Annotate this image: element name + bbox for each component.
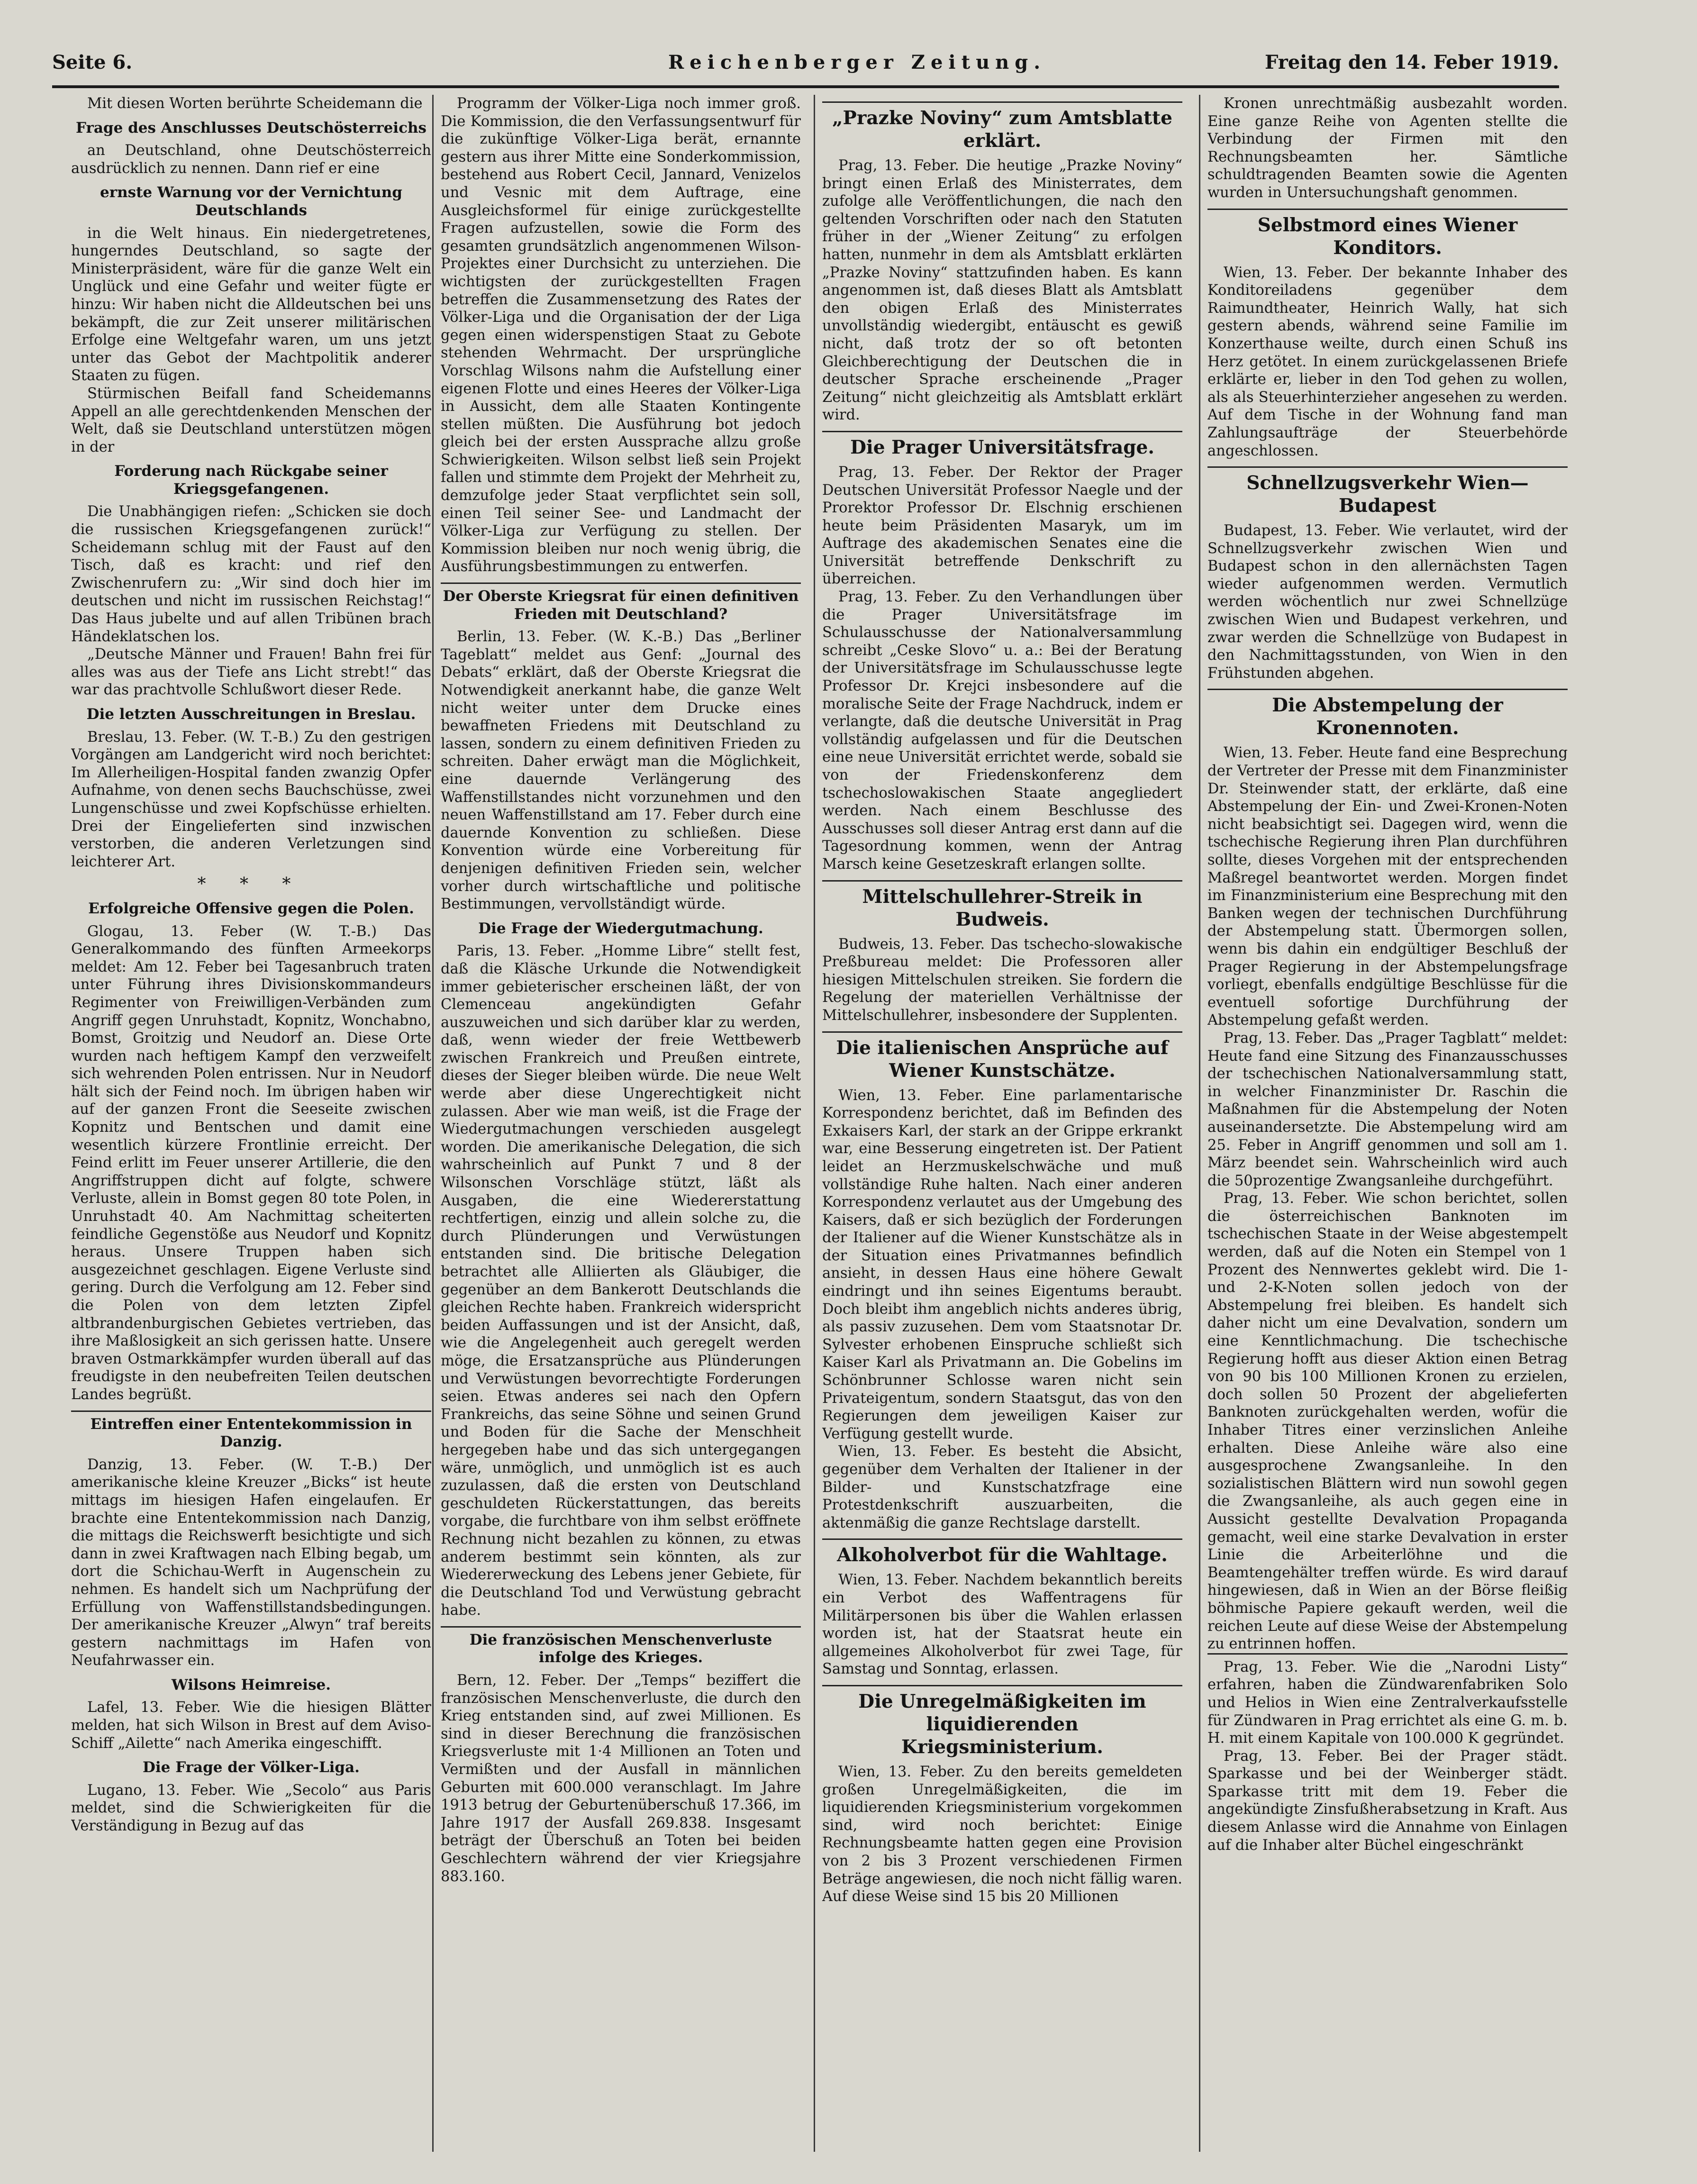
paragraph: Wien, 13. Feber. Eine parlamentarische Korrespondenz berichtet, daß im Befinden des Exkaisers Karl, der stark an der Grippe erkrankt war, eine Besserung eingetreten ist. Der Patient leidet an Herzmuskelschwäche und muß vollständige Ruhe halten. Nach einer anderen Korrespondenz verlautet aus der Umgebung des Kaisers, daß er sich bezüglich der Forderungen der Italiener auf die Wiener Kunstschätze als in der Situation eines Privatmannes befindlich ansieht, in dessen Haus eine höhere Gewalt eindringt und ihn seines Eigentums beraubt. Doch bleibt ihm angeblich nichts anderes übrig, als passiv zuzusehen. Dem vom Staatsnotar Dr. Sylvester erhobenen Einspruche schließt sich Kaiser Karl als Privatmann an. Die Gobelins im Schönbrunner Schlosse waren nicht sein Privateigentum, sondern Staatsgut, das von den Regierungen dem jeweiligen Kaiser zur Verfügung gestellt wurde. [822, 1087, 1182, 1442]
paragraph: Berlin, 13. Feber. (W. K.-B.) Das „Berliner Tageblatt“ meldet aus Genf: „Journal des Debats“ erklärt, daß der Oberste Kriegsrat die Notwendigkeit anerkannt habe, die ganze Welt nicht weiter unter dem Drucke eines bewaffneten Friedens mit Deutschland zu lassen, sondern zu einem definitiven Frieden zu schreiten. Daher erwägt man die Möglichkeit, eine dauernde Verlängerung des Waffenstillstandes nicht vorzunehmen und den neuen Waffenstillstand am 17. Feber durch eine dauernde Konvention zu schließen. Diese Konvention würde eine Vorbereitung für denjenigen definitiven Frieden sein, welcher vorher durch wirtschaftliche und politische Bestimmungen, vervollständigt würde. [441, 628, 801, 913]
paragraph: Budweis, 13. Feber. Das tschecho-slowakische Preßbureau meldet: Die Professoren aller hiesigen Mittelschulen streiken. Sie fordern die Regelung der materiellen Verhältnisse der Mittelschullehrer, insbesondere der Supplenten. [822, 936, 1182, 1024]
article-heading: Die Frage der Wiedergutmachung. [478, 919, 763, 937]
paragraph: Kronen unrechtmäßig ausbezahlt worden. Eine ganze Reihe von Agenten stellte die Verbindung der Firmen mit den Rechnungsbeamten her. Sämtliche schuldtragenden Beamten sowie die Agenten wurden in Untersuchungshaft genommen. [1207, 95, 1568, 201]
paragraph: Prag, 13. Feber. Bei der Prager städt. Sparkasse und bei der Weinberger städt. Sparkasse tritt mit dem 19. Feber die angekündigte Zinsfußherabsetzung in Kraft. Aus diesem Anlasse wird die Annahme von Einlagen auf die Inhaber alter Büchel eingeschränkt [1207, 1747, 1568, 1854]
column-divider [1199, 95, 1200, 2152]
article-heading: Die französischen Menschenverluste infolge des Krieges. [441, 1626, 801, 1667]
paragraph: Die Unabhängigen riefen: „Schicken sie doch die russischen Kriegsgefangenen zurück!“ Scheidemann schlug mit der Faust auf den Tisch, daß es kracht: und rief den Zwischenrufern zu: „Wir sind doch hier im deutschen und nicht im russischen Reichstag!“ Das Haus jubelte und auf allen Tribünen brach Händeklatschen los. [71, 503, 431, 645]
inline-heading: ernste Warnung vor der Vernichtung Deutschlands [100, 184, 402, 219]
article-heading: Wilsons Heimreise. [171, 1676, 331, 1693]
article-heading: „Prazke Noviny“ zum Amtsblatte erklärt. [822, 101, 1182, 152]
issue-date: Freitag den 14. Feber 1919. [1265, 51, 1559, 73]
paragraph: Wien, 13. Feber. Heute fand eine Besprechung der Vertreter der Presse mit dem Finanzminister Dr. Steinwender statt, der erklärte, daß eine Abstempelung der Ein- und Zwei-Kronen-Noten nicht beabsichtigt sei. Dagegen wird, wenn die tschechische Regierung ihren Plan durchführen sollte, dieses Vorgehen mit der entsprechenden Maßregel beantwortet werden. Morgen findet im Finanzministerium eine Besprechung mit den Banken wegen der technischen Durchführung der Abstempelung statt. Übermorgen sollen, wenn bis dahin ein endgültiger Beschluß der Prager Regierung in der Abstempelungsfrage vorliegt, ebenfalls endgültige Beschlüsse für die eventuell sofortige Durchführung der Abstempelung gefaßt werden. [1207, 745, 1568, 1029]
article-heading: Schnellzugsverkehr Wien—Budapest [1207, 466, 1568, 517]
masthead-rule [52, 85, 1559, 88]
article-heading: Die letzten Ausschreitungen in Breslau. [86, 706, 416, 723]
paragraph: Breslau, 13. Feber. (W. T.-B.) Zu den gestrigen Vorgängen am Landgericht wird noch berichtet: Im Allerheiligen-Hospital fanden zwanzig Opfer Aufnahme, von denen sechs Bauchschüsse, zwei Lungenschüsse und zwei Kopfschüsse erhielten. Drei der Eingelieferten sind inzwischen verstorben, die anderen Verletzungen sind leichterer Art. [71, 728, 431, 870]
paragraph: Prag, 13. Feber. Wie die „Narodni Listy“ erfahren, haben die Zündwarenfabriken Solo und Helios in Wien eine Zentralverkaufsstelle für Zündwaren in Prag errichtet als eine G. m. b. H. mit einem Kapitale von 100.000 K gegründet. [1207, 1653, 1568, 1747]
paragraph: Wien, 13. Feber. Der bekannte Inhaber des Konditoreiladens gegenüber dem Raimundtheater, Heinrich Wally, hat sich gestern abends, während seine Familie im Konzerthause weilte, durch einen Schuß ins Herz getötet. In einem zurückgelassenen Briefe erklärte er, lieber in den Tod gehen zu wollen, als als Steuerhinterzieher angesehen zu werden. Auf dem Tische in der Wohnung fand man Zahlungsaufträge der Steuerbehörde angeschlossen. [1207, 264, 1568, 459]
section-separator: * * * [197, 874, 305, 894]
article-heading: Die Frage der Völker-Liga. [143, 1759, 360, 1776]
paragraph: Programm der Völker-Liga noch immer groß. Die Kommission, die den Verfassungsentwurf für die zukünftige Völker-Liga berät, ernannte gestern aus ihrer Mitte eine Sonderkommission, bestehend aus Robert Cecil, Jannard, Venizelos und Vesnic mit dem Auftrage, eine Ausgleichsformel für einige zurückgestellte Fragen aufzustellen, sowie die Form des gesamten grundsätzlich angenommenen Wilson-Projektes einer Durchsicht zu unterziehen. Die wichtigsten der zurückgestellten Fragen betreffen die Zusammensetzung des Rates der Völker-Liga und die Organisation der der Liga gegen einen widerspenstigen Staat zu Gebote stehenden Wehrmacht. Der ursprüngliche Vorschlag Wilsons nahm die Aufstellung einer eigenen Flotte und eines Heeres der Völker-Liga in Aussicht, dem alle Staaten Kontingente stellen müßten. Die Ausführung bot jedoch gleich bei der ersten Aussprache allzu große Schwierigkeiten. Wilson selbst ließ sein Projekt fallen und stimmte dem Projekt der Mehrheit zu, demzufolge jeder Staat verpflichtet sein soll, einen Teil seiner See- und Landmacht der Völker-Liga zur Verfügung zu stellen. Der Kommission bleiben nur noch wenig übrig, die Ausführungsbestimmungen zu entwerfen. [441, 95, 801, 575]
article-heading: Alkoholverbot für die Wahltage. [822, 1538, 1182, 1566]
article-heading: Eintreffen einer Ententekommission in Danzig. [71, 1410, 431, 1451]
paragraph: Budapest, 13. Feber. Wie verlautet, wird der Schnellzugsverkehr zwischen Wien und Budapest schon in den allernächsten Tagen wieder aufgenommen werden. Vermutlich werden wöchentlich nur zwei Schnellzüge zwischen Wien und Budapest verkehren, und zwar werden die Schnellzüge von Budapest in den Nachmittagsstunden, von Wien in den Frühstunden abgehen. [1207, 522, 1568, 682]
article-heading: Die Prager Universitätsfrage. [822, 431, 1182, 459]
column-1 [71, 95, 431, 2152]
column-3 [822, 95, 1182, 2152]
article-heading: Die Unregelmäßigkeiten im liquidierenden Kriegsministerium. [822, 1685, 1182, 1758]
paragraph: Glogau, 13. Feber (W. T.-B.) Das Generalkommando des fünften Armeekorps meldet: Am 12. Feber bei Tagesanbruch traten unter Führung ihres Divisionskommandeurs Regimenter von Freiwilligen-Verbänden zum Angriff gegen Unruhstadt, Kopnitz, Wonchabno, Bomst, Groitzig und Neudorf an. Diese Orte wurden nach heftigem Kampf den verzweifelt sich wehrenden Polen entrissen. Nur in Neudorf hält sich der Feind noch. Im übrigen haben wir auf der ganzen Front die Seeseite zwischen Kopnitz und Bentschen und damit eine wesentlich kürzere Frontlinie erreicht. Der Feind erlitt im Feuer unserer Artillerie, die den Angriffstruppen dicht auf folgte, schwere Verluste, allein in Bomst gegen 80 tote Polen, in Unruhstadt 40. Am Nachmittag scheiterten feindliche Gegenstöße aus Neudorf und Kopnitz heraus. Unsere Truppen haben sich ausgezeichnet geschlagen. Eigene Verluste sind gering. Durch die Verfolgung am 12. Feber sind die Polen von dem letzten Zipfel altbrandenburgischen Gebietes vertrieben, das ihre Maßlosigkeit an sich gerissen hatte. Unsere braven Ostmarkkämpfer wurden überall auf das freudigste in den neubefreiten Teilen deutschen Landes begrüßt. [71, 923, 431, 1403]
article-heading: Mittelschullehrer-Streik in Budweis. [822, 880, 1182, 931]
article-heading: Erfolgreiche Offensive gegen die Polen. [88, 900, 414, 917]
paragraph: Prag, 13. Feber. Wie schon berichtet, sollen die österreichischen Banknoten im tschechischen Staate in der Weise abgestempelt werden, daß auf die Noten ein Stempel von 1 Prozent des Nennwertes geklebt wird. Die 1- und 2-K-Noten sollen jedoch von der Abstempelung frei bleiben. Es handelt sich daher nicht um eine Devalvation, sondern um eine Kenntlichmachung. Die tschechische Regierung hofft aus dieser Aktion einen Betrag von 90 bis 100 Millionen Kronen zu erzielen, doch sollen 50 Prozent der abgelieferten Banknoten zurückgehalten werden, wofür die Inhaber Titres einer verzinslichen Anleihe erhalten. Diese Anleihe wäre also eine ausgesprochene Zwangsanleihe. In den sozialistischen Blättern wird nun sowohl gegen die Zwangsanleihe, als auch gegen eine in Aussicht gestellte Devalvation Propaganda gemacht, weil eine starke Devalvation in erster Linie die Arbeiterlöhne und die Beamtengehälter treffen würde. Es wird darauf hingewiesen, daß in Wien an der Börse fleißig böhmische Papiere gekauft werden, weil die reichen Leute auf diese Weise der Abstempelung zu entrinnen hoffen. [1207, 1190, 1568, 1653]
paragraph: an Deutschland, ohne Deutschösterreich ausdrücklich zu nennen. Dann rief er eine [71, 142, 431, 177]
paragraph: Prag, 13. Feber. Das „Prager Tagblatt“ meldet: Heute fand eine Sitzung des Finanzausschusses der tschechischen Nationalversammlung statt, in welcher Finanzminister Dr. Raschin die Maßnahmen für die Abstempelung der Noten auseinandersetzte. Die Abstempelung wird am 25. Feber in Angriff genommen und soll am 1. März beendet sein. Wahrscheinlich wird auch die 50prozentige Zwangsanleihe durchgeführt. [1207, 1029, 1568, 1189]
article-heading: Der Oberste Kriegsrat für einen definitiven Frieden mit Deutschland? [441, 582, 801, 623]
paragraph: in die Welt hinaus. Ein niedergetretenes, hungerndes Deutschland, so sagte der Ministerpräsident, wäre für die ganze Welt ein Unglück und eine Gefahr und weiter fügte er hinzu: Wir haben nicht die Alldeutschen bei uns bekämpft, die zur Zeit unserer militärischen Erfolge eine Weltgefahr waren, um uns jetzt unter das Gebot der Machtpolitik anderer Staaten zu fügen. [71, 225, 431, 384]
paragraph: Prag, 13. Feber. Zu den Verhandlungen über die Prager Universitätsfrage im Schulausschusse der Nationalversammlung schreibt „Ceske Slovo“ u. a.: Bei der Beratung der Universitätsfrage im Schulausschusse legte Professor Dr. Krejci insbesondere auf die moralische Seite der Frage Nachdruck, indem er verlangte, daß die deutsche Universität in Prag vollständig aufgelassen und für die Deutschen eine neue Universität errichtet werde, sobald sie von der Friedenskonferenz dem tschechoslowakischen Staate angegliedert werden. Nach einem Beschlusse des Ausschusses soll dieser Antrag erst dann auf die Tagesordnung kommen, wenn der Antrag Marsch keine Gesetzeskraft erlangen sollte. [822, 589, 1182, 873]
article-heading: Die Abstempelung der Kronennoten. [1207, 689, 1568, 739]
paragraph: Paris, 13. Feber. „Homme Libre“ stellt fest, daß die Kläsche Urkunde die Notwendigkeit immer gebieterischer erscheinen läßt, der von Clemenceau angekündigten Gefahr auszuweichen und sich darüber klar zu werden, daß, wenn wieder der freie Wettbewerb zwischen Frankreich und Preußen eintrete, dieses der Sieger bleiben würde. Die neue Welt werde aber diese Ungerechtigkeit nicht zulassen. Aber wie man weiß, ist die Frage der Wiedergutmachungen verschieden ausgelegt worden. Die amerikanische Delegation, die sich wahrscheinlich auf Punkt 7 und 8 der Wilsonschen Vorschläge stützt, läßt als Ausgaben, die eine Wiedererstattung rechtfertigen, einzig und allein solche zu, die durch Plünderungen und Verwüstungen entstanden sind. Die britische Delegation betrachtet alle Alliierten als Gläubiger, die gegenüber an dem Bankerott Deutschlands die gleichen Rechte haben. Frankreich widerspricht beiden Auffassungen und ist der Ansicht, daß, wie die Angelegenheit auch geregelt werden möge, die Ersatzansprüche aus Plünderungen und Verwüstungen bevorrechtigte Forderungen seien. Etwas anderes sei nach den Opfern Frankreichs, das seine Söhne und seinen Grund und Boden für die Sache der Menschheit hergegeben habe und das sich untergegangen wäre, unmöglich, und unmöglich ist es auch zuzulassen, daß die ersten von Deutschland geschuldeten Rückerstattungen, das bereits vorgabe, die furchtbare von ihm selbst eröffnete Rechnung nicht bezahlen zu können, zu etwas anderem bestimmt sein könnten, als zur Wiedererweckung des Lebens jener Gebiete, für die Deutschland Tod und Verwüstung gebracht habe. [441, 943, 801, 1619]
inline-heading: Forderung nach Rückgabe seiner Kriegsgefangenen. [114, 463, 388, 498]
paragraph: Prag, 13. Feber. Die heutige „Prazke Noviny“ bringt einen Erlaß des Ministerrates, dem zufolge alle Veröffentlichungen, die nach den geltenden Vorschriften oder nach den Statuten früher in der „Wiener Zeitung“ zu erfolgen hatten, nunmehr in dem als Amtsblatt erklärten „Prazke Noviny“ stattzufinden haben. Es kann angenommen ist, daß dieses Blatt als Amtsblatt den obigen Erlaß des Ministerrates unvollständig wiedergibt, entäuscht es gewiß nicht, daß trotz der so oft betonten Gleichberechtigung der Deutschen die in deutscher Sprache erscheinende „Prager Zeitung“ nicht gleichzeitig als Amtsblatt erklärt wird. [822, 157, 1182, 424]
paragraph: Danzig, 13. Feber. (W. T.-B.) Der amerikanische kleine Kreuzer „Bicks“ ist heute mittags im hiesigen Hafen eingelaufen. Er brachte eine Ententekommission nach Danzig, die mittags die Reichswerft besichtigte und sich dann in zwei Kraftwagen nach Elbing begab, um dort die Schichau-Werft in Augenschein zu nehmen. Es handelt sich um Nachprüfung der Erfüllung von Waffenstillstandsbedingungen. Der amerikanische Kreuzer „Alwyn“ traf bereits gestern nachmittags im Hafen von Neufahrwasser ein. [71, 1456, 431, 1669]
article-heading: Die italienischen Ansprüche auf Wiener Kunstschätze. [822, 1031, 1182, 1082]
paragraph: Stürmischen Beifall fand Scheidemanns Appell an alle gerechtdenkenden Menschen der Welt, daß sie Deutschland unterstützen mögen in der [71, 385, 431, 455]
column-divider [432, 95, 434, 2152]
masthead [52, 51, 1559, 89]
article-heading: Selbstmord eines Wiener Konditors. [1207, 209, 1568, 259]
inline-heading: Frage des Anschlusses Deutschösterreichs [76, 119, 427, 136]
newspaper-title: Reichenberger Zeitung. [668, 51, 1046, 73]
paragraph: Wien, 13. Feber. Zu den bereits gemeldeten großen Unregelmäßigkeiten, die im liquidierenden Kriegsministerium vorgekommen sind, wird noch berichtet: Einige Rechnungsbeamte hatten gegen eine Provision von 2 bis 3 Prozent verschiedenen Firmen Beträge angewiesen, die noch nicht fällig waren. Auf diese Weise sind 15 bis 20 Millionen [822, 1763, 1182, 1905]
paragraph: „Deutsche Männer und Frauen! Bahn frei für alles was aus der Tiefe ans Licht strebt!“ das war das prachtvolle Schlußwort dieser Rede. [71, 646, 431, 699]
paragraph: Bern, 12. Feber. Der „Temps“ beziffert die französischen Menschenverluste, die durch den Krieg entstanden sind, auf zwei Millionen. Es sind in dieser Berechnung die französischen Kriegsverluste mit 1·4 Millionen an Toten und Vermißten und der Ausfall in männlichen Geburten mit 600.000 veranschlagt. Im Jahre 1913 betrug der Geburtenüberschuß 17.366, im Jahre 1917 der Ausfall 269.838. Insgesamt beträgt der Überschuß an Toten bei beiden Geschlechtern während der vier Kriegsjahre 883.160. [441, 1672, 801, 1885]
paragraph: Lafel, 13. Feber. Wie die hiesigen Blätter melden, hat sich Wilson in Brest auf dem Aviso-Schiff „Ailette“ nach Amerika eingeschifft. [71, 1699, 431, 1752]
paragraph: Mit diesen Worten berührte Scheidemann die [87, 95, 423, 112]
column-divider [814, 95, 815, 2152]
paragraph: Prag, 13. Feber. Der Rektor der Prager Deutschen Universität Professor Naegle und der Prorektor Professor Dr. Elschnig erschienen heute beim Präsidenten Masaryk, um im Auftrage des akademischen Senates eine die Universität betreffende Denkschrift zu überreichen. [822, 464, 1182, 588]
column-4 [1207, 95, 1568, 2152]
paragraph: Wien, 13. Feber. Es besteht die Absicht, gegenüber dem Verhalten der Italiener in der Bilder- und Kunstschatzfrage eine Protestdenkschrift auszuarbeiten, die aktenmäßig die ganze Rechtslage darstellt. [822, 1443, 1182, 1531]
paragraph: Wien, 13. Feber. Nachdem bekanntlich bereits ein Verbot des Waffentragens für Militärpersonen bis über die Wahlen erlassen worden ist, hat der Staatsrat heute ein allgemeines Alkoholverbot für zwei Tage, für Samstag und Sonntag, erlassen. [822, 1572, 1182, 1678]
page-number: Seite 6. [52, 51, 133, 73]
paragraph: Lugano, 13. Feber. Wie „Secolo“ aus Paris meldet, sind die Schwierigkeiten für die Verständigung in Bezug auf das [71, 1782, 431, 1835]
column-2 [441, 95, 801, 2152]
